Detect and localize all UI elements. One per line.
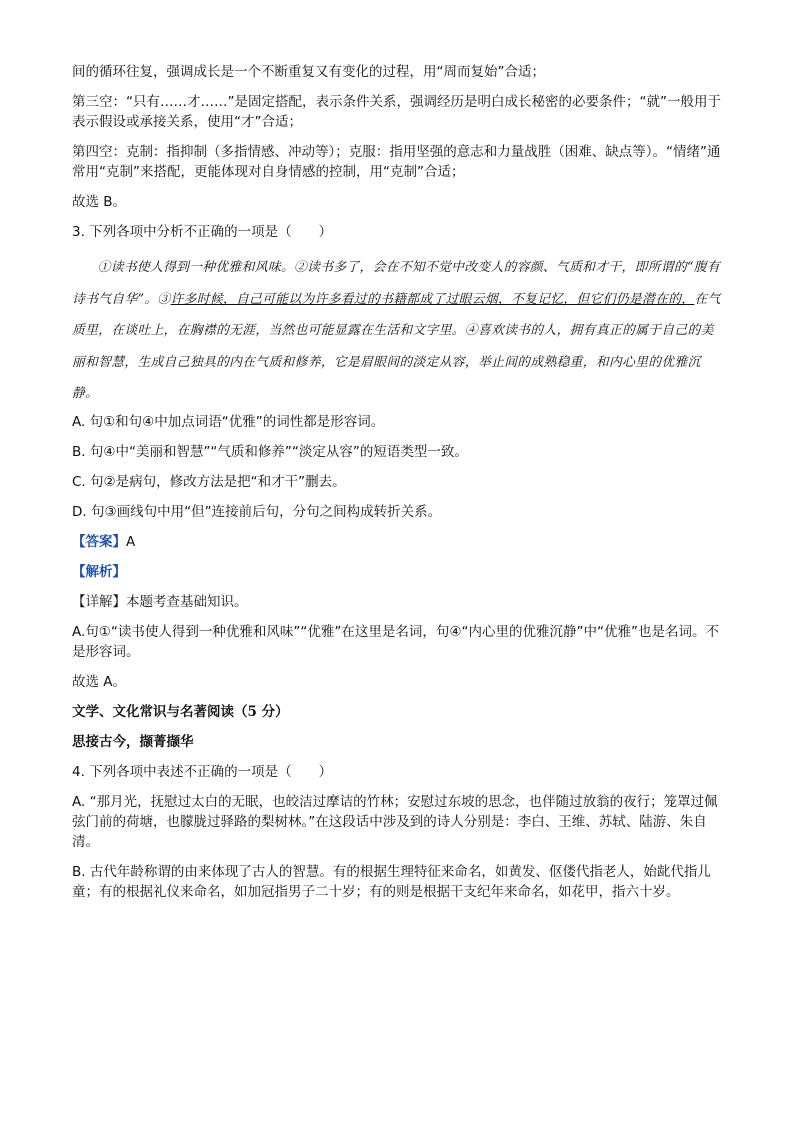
option-c: C. 句②是病句，修改方法是把“和才干”删去。 bbox=[72, 473, 346, 490]
section-title: 文学、文化常识与名著阅读（5 分） bbox=[72, 703, 289, 720]
option-a: A. 句①和句④中加点词语“优雅”的词性都是形容词。 bbox=[72, 413, 385, 430]
passage-text-a: ①读书使人得到一种优雅和风味。②读书多了，会在不知不觉中改变人的容颜、气质和才干，即所谓的“腹有诗书气自华”。③ bbox=[72, 260, 720, 307]
option-b: B. 句④中“美丽和智慧”“气质和修养”“淡定从容”的短语类型一致。 bbox=[72, 443, 468, 460]
passage-underlined: 许多时候，自己可能以为许多看过的书籍都成了过眼云烟，不复记忆，但它们仍是潜在的， bbox=[170, 291, 695, 307]
q4-option-a: A. “那月光，抚慰过太白的无眠，也皎洁过摩诘的竹林；安慰过东坡的思念，也伴随过放翁的夜行；笼罩过佩弦门前的荷塘，也朦胧过驿路的梨树林。”在这段话中涉及到的诗人分别是：李白、王维、苏轼、陆游、朱自清。 bbox=[72, 793, 718, 850]
answer-label: 【答案】 bbox=[72, 533, 126, 550]
explanation: A.句①“读书使人得到一种优雅和风味”“优雅”在这里是名词，句④“内心里的优雅沉静”中“优雅”也是名词。不是形容词。 bbox=[72, 623, 719, 660]
reading-passage bbox=[72, 252, 722, 410]
section-subtitle: 思接古今，撷菁撷华 bbox=[72, 733, 194, 750]
analysis-line bbox=[72, 562, 722, 582]
text-line: 间的循环往复，强调成长是一个不断重复又有变化的过程，用“周而复始”合适； bbox=[72, 64, 545, 80]
passage-text-b: 在气质里，在谈吐上，在胸襟的无涯，当然也可能显露在生活和文字里。④喜欢读书的人，拥有真正的属于自己的美丽和智慧，生成自己独具的内在气质和修养，它是眉眼间的淡定从容，举止间的成熟稳重，和内心里的优雅沉静。 bbox=[72, 291, 721, 401]
text-line: 第四空：克制：指抑制（多指情感、冲动等）；克服：指用坚强的意志和力量战胜（困难、缺点等）。“情绪”通常用“克制”来搭配，更能体现对自身情感的控制，用“克制”合适； bbox=[72, 144, 721, 180]
question-4-stem: 4. 下列各项中表述不正确的一项是（ ） bbox=[72, 763, 333, 780]
text-line: 第三空：“只有……才……”是固定搭配，表示条件关系，强调经历是明白成长秘密的必要条件；“就”一般用于表示假设或承接关系，使用“才”合适； bbox=[72, 94, 721, 130]
analysis-label: 【解析】 bbox=[72, 563, 126, 580]
option-d: D. 句③画线句中用“但”连接前后句，分句之间构成转折关系。 bbox=[72, 503, 442, 520]
choose-line: 故选 A。 bbox=[72, 673, 127, 690]
answer-value: A bbox=[126, 533, 136, 550]
question-3-stem: 3. 下列各项中分析不正确的一项是（ ） bbox=[72, 224, 333, 240]
answer-line bbox=[72, 532, 722, 552]
q4-option-b: B. 古代年龄称谓的由来体现了古人的智慧。有的根据生理特征来命名，如黄发、伛偻代指老人，始龀代指儿童；有的根据礼仪来命名，如加冠指男子二十岁；有的则是根据干支纪年来命名，如花甲，指六十岁。 bbox=[72, 863, 711, 900]
detail-line: 【详解】本题考查基础知识。 bbox=[72, 593, 248, 610]
document-page bbox=[72, 62, 722, 912]
text-line: 故选 B。 bbox=[72, 194, 127, 210]
